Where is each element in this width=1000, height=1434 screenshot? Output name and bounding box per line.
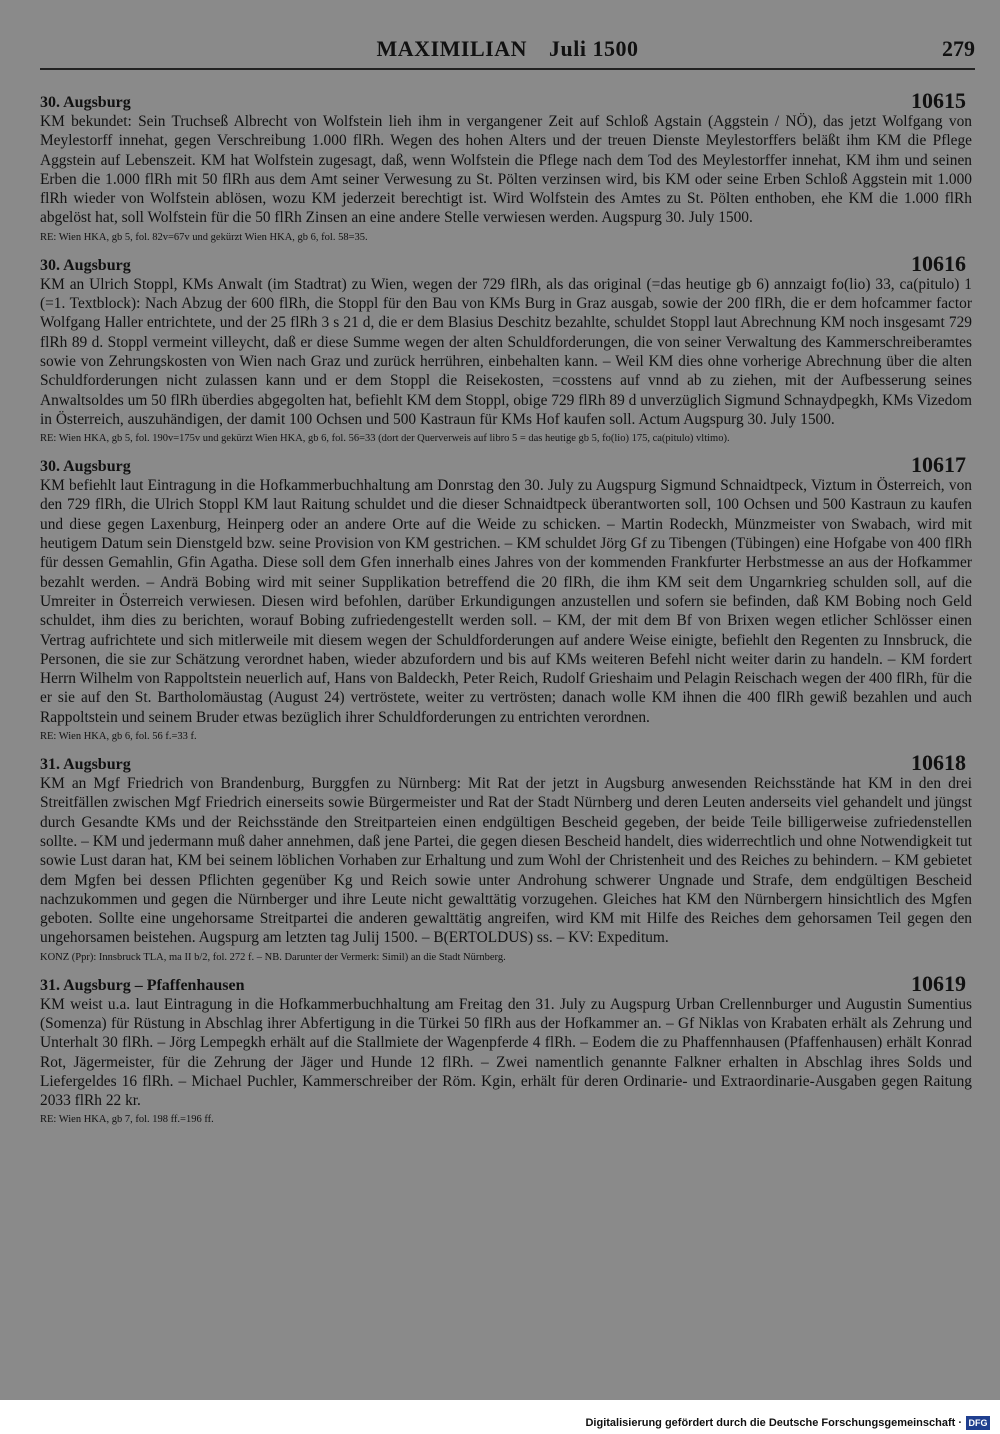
- running-title-date: Juli 1500: [548, 36, 639, 61]
- entry-date: 31. Augsburg – Pfaffenhausen: [40, 976, 245, 994]
- footer-credit: Digitalisierung gefördert durch die Deutsche Forschungsgemeinschaft ·: [585, 1417, 962, 1429]
- entry-text: KM an Ulrich Stoppl, KMs Anwalt (im Stadtrat) zu Wien, wegen der 729 flRh, als das original (=das heutige gb 6) annzaigt fo(lio) 33, ca(pitulo) 1 (=1. Textblock): Nach Abzug der 600 flRh, die Stoppl für den Bau von KMs Burg in Graz ausgab, sowie der 200 flRh, die er dem hofcammer factor Wolfgang Haller entrichtete, und der 25 flRh 3 s 21 d, die er dem Blasius Deschitz bezahlte, schuldet Stoppl laut Abrechnung KM noch insgesamt 729 flRh 89 d. Stoppl vermeint villeycht, daß er diese Summe wegen der alten Schuldforderungen, die von seiner Verwaltung des Kammerschreiberamtes sowie von Zehrungskosten von Wien nach Graz und zurück herrühren, einbehalten kann. – Weil KM dies ohne vorherige Abrechnung über die alten Schuldforderungen nicht zulassen kann und er dem Stoppl die Reisekosten, =cosstens auf vnnd ab zu ziehen, mit der Aufbesserung seines Anwaltsoldes um 50 flRh überdies abgegolten hat, befiehlt KM dem Stoppl, obige 729 flRh 89 d unverzüglich Sigmund Schnaydpegkh, KMs Vizedom in Österreich, auszuhändigen, der damit 100 Ochsen und 500 Kastraun für KMs Hof kaufen soll. Actum Augspurg 30. July 1500.: [40, 275, 972, 428]
- entry-header: [40, 250, 972, 276]
- entry-source: RE: Wien HKA, gb 6, fol. 56 f.=33 f.: [40, 731, 197, 743]
- entry-date: 30. Augsburg: [40, 256, 131, 274]
- header-rule: [40, 68, 975, 70]
- entry-date: 30. Augsburg: [40, 458, 131, 476]
- entry-source: KONZ (Ppr): Innsbruck TLA, ma II b/2, fol. 272 f. – NB. Darunter der Vermerk: Simil) an die Stadt Nürnberg.: [40, 951, 506, 963]
- page-header: [40, 36, 975, 70]
- running-title-name: MAXIMILIAN: [376, 36, 527, 61]
- entry-number: 10619: [911, 970, 966, 996]
- dfg-logo: DFG: [966, 1416, 990, 1430]
- entry-text: KM befiehlt laut Eintragung in die Hofkammerbuchhaltung am Donrstag den 30. July zu Augspurg Sigmund Schnaidtpeck, Viztum in Österreich, von den 729 flRh, die Ulrich Stoppl KM laut Raitung schuldet und die dieser Schnaidtpeck überantworten soll, 100 Ochsen und 500 Kastraun zu kaufen und diese gegen Laxenburg, Heinperg oder an andere Orte auf die Weide zu schicken. – Martin Rodeckh, Münzmeister von Swabach, wird mit heutigem Datum sein Dienstgeld bzw. seine Provision von KM gestrichen. – KM schuldet Jörg Gf zu Tibengen (Tübingen) eine Hofgabe von 400 flRh für dessen Gemahlin, Gfin Agatha. Diese soll dem Gfen innerhalb eines Jahres von der kommenden Frankfurter Herbstmesse an aus der Hofkammer bezahlt werden. – Andrä Bobing wird mit seiner Supplikation betreffend die 20 flRh, die ihm KM seit dem Ungarnkrieg schulden soll, auf die Umreiter in Österreich verwiesen. Diesen wird befohlen, darüber Erkundigungen anzustellen und sofern sie befinden, daß KM Bobing noch Geld schuldet, ihm dies zu berichten, worauf Bobing zufriedengestellt werden soll. – KM, der mit dem Bf von Brixen wegen etlicher Schlösser einen Vertrag aufrichtete und sich mitlerweile mit diesem wegen der Schuldforderungen auf andere Weise einigte, befiehlt den Regenten zu Innsbruck, die Personen, die sie zur Schätzung verordnet haben, wieder abzufordern und bis auf KMs weiteren Befehl nicht weiter darin zu handeln. – KM fordert Herrn Wilhelm von Rappoltstein neuerlich auf, Hans von Baldeckh, Peter Reich, Rudolf Grieshaim und Pelagin Reischach wegen der 400 flRh, für die er sie auf den St. Bartholomäustag (August 24) vertröstete, weiter zu vertrösten; danach wolle KM ihnen die 400 flRh gewiß bezahlen und auch Rappoltstein und seinem Bruder etwas bezüglich ihrer Schuldforderungen zu entrichten verordnen.: [40, 477, 972, 726]
- running-title: [40, 36, 975, 62]
- entry-header: [40, 454, 972, 476]
- entry-number: 10618: [911, 750, 966, 776]
- entry-10617: [40, 454, 972, 744]
- footer: [0, 1400, 1000, 1434]
- entry-source: RE: Wien HKA, gb 5, fol. 82v=67v und gekürzt Wien HKA, gb 6, fol. 58=35.: [40, 231, 368, 243]
- entry-date: 31. Augsburg: [40, 756, 131, 774]
- entry-date: 30. Augsburg: [40, 94, 131, 111]
- entry-10618: [40, 752, 972, 965]
- entry-text: KM an Mgf Friedrich von Brandenburg, Burggfen zu Nürnberg: Mit Rat der jetzt in Augsburg anwesenden Reichsstände hat KM in den drei Streitfällen zwischen Mgf Friedrich einerseits sowie Bürgermeister und Rat der Stadt Nürnberg und deren Leuten anderseits viel gehandelt und jüngst durch Gesandte KMs und der Reichsstände den Streitparteien einen endgültigen Bescheid gegeben, der beide Teile billigerweise zufriedenstellen sollte. – KM und jedermann muß daher annehmen, daß jene Partei, die gegen diesen Bescheid handelt, dies widerrechtlich und ohne Notwendigkeit tut sowie Lust daran hat, KM bei seinem löblichen Vorhaben zur Erhaltung und zum Wohl der Christenheit und des Reiches zu behindern. – KM gebietet dem Mgfen bei dessen Pflichten gegenüber Kg und Reich sowie unter Androhung schwerer Ungnade und Strafe, dem endgültigen Bescheid nachzukommen und gegen die Nürnberger und ihre Leute nicht gewalttätig vorzugehen. Gleiches hat KM den Nürnbergern hinsichtlich des Mgfen geboten. Sollte eine ungehorsame Streitpartei die anderen gewalttätig angreifen, wird KM mit Hilfe des Reiches dem gehorsamen Teil gegen den ungehorsamen beistehen. Augspurg am letzten tag Julij 1500. – B(ERTOLDUS) ss. – KV: Expeditum.: [40, 775, 972, 947]
- entry-10616: [40, 250, 972, 446]
- entry-number: 10616: [911, 250, 966, 276]
- entry-text: KM bekundet: Sein Truchseß Albrecht von Wolfstein lieh ihm in vergangener Zeit auf Schloß Agstain (Aggstein / NÖ), das jetzt Wolfgang von Meylestorff innehat, gegen Verschreibung 1.000 flRh. Wegen des hohen Alters und der treuen Dienste Meylestorffers beläßt ihm KM die Pflege Aggstein auf Lebenszeit. KM hat Wolfstein zugesagt, daß, wenn Wolfstein die Pflege nach dem Tod des Meylestorffer innehat, KM ihm und seinen Erben die 1.000 flRh mit 50 flRh aus dem Amt seiner Verwesung zu St. Pölten verzinsen wird, bis KM oder seine Erben Schloß Aggstein mit 1.000 flRh wieder von Wolfstein ablösen, wozu KM jederzeit berechtigt ist. Wird Wolfstein des Amtes zu St. Pölten enthoben, ehe KM die 1.000 flRh abgelöst hat, soll Wolfstein für die 50 flRh Zinsen an eine andere Stelle verwiesen werden. Augspurg 30. July 1500.: [40, 113, 972, 227]
- entries-list: [40, 90, 972, 1135]
- entry-source: RE: Wien HKA, gb 7, fol. 198 ff.=196 ff.: [40, 1114, 214, 1126]
- entry-header: [40, 90, 972, 112]
- entry-text: KM weist u.a. laut Eintragung in die Hofkammerbuchhaltung am Freitag den 31. July zu Augspurg Urban Crellennburger und Augustin Sumentius (Somenza) für Rüstung in Abschlag ihrer Abfertigung in die Türkei 50 flRh aus der Hofkammer an. – Gf Niklas von Krabaten erhält als Zehrung und Unterhalt 30 flRh. – Jörg Lempegkh erhält auf die Stallmiete der Wagenpferde 4 flRh. – Eodem die zu Phaffennhausen (Pfaffenhausen) erhält Konrad Rot, Jägermeister, für die Zehrung der Jäger und Hunde 12 flRh. – Zwei namentlich genannte Falkner erhalten in Abschlag ihres Solds und Liefergeldes 16 flRh. – Michael Puchler, Kammerschreiber der Röm. Kgin, erhält für deren Ordinarie- und Extraordinarie-Ausgaben gegen Raitung 2033 flRh 22 kr.: [40, 995, 972, 1110]
- entry-number: 10617: [911, 452, 966, 478]
- entry-header: [40, 970, 972, 996]
- entry-10615: [40, 90, 972, 245]
- entry-number: 10615: [911, 88, 966, 113]
- entry-header: [40, 752, 972, 774]
- page-number: 279: [942, 36, 975, 61]
- entry-10619: [40, 970, 972, 1128]
- entry-source: RE: Wien HKA, gb 5, fol. 190v=175v und gekürzt Wien HKA, gb 6, fol. 56=33 (dort der Querverweis auf libro 5 = das heutige gb 5, fo(lio) 175, ca(pitulo) vltimo).: [40, 433, 730, 445]
